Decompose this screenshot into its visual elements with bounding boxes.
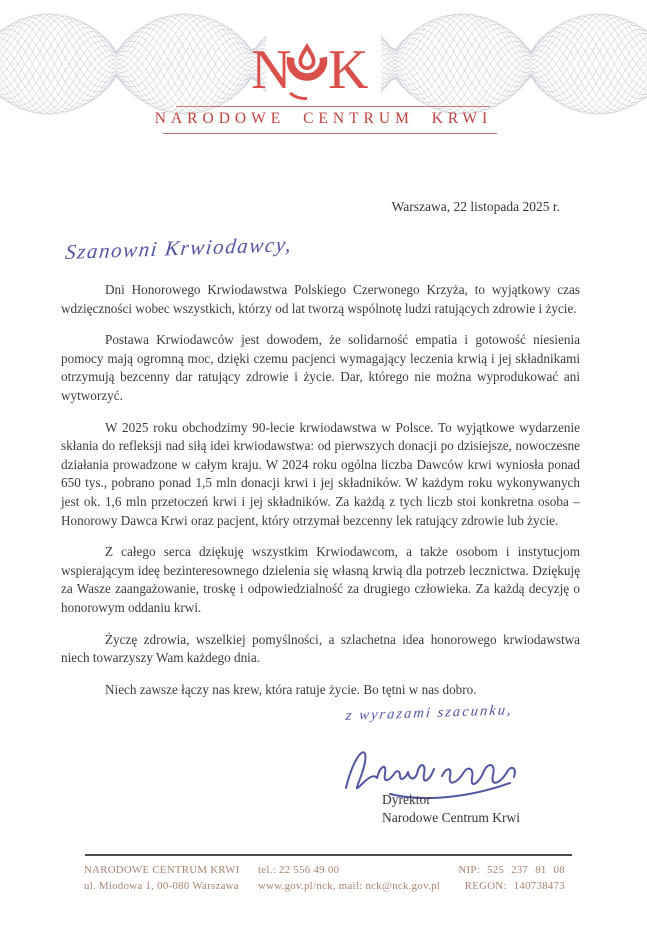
guilloche-pattern-right — [379, 8, 647, 120]
body-paragraph: Z całego serca dziękuję wszystkim Krwiodawcom, a także osobom i instytucjom wspierającym ideę bezinteresownego dzielenia się własną krwią dla potrzeb lecznictwa. Dziękuję za Wasze zaangażowanie, troskę i odpowiedzialność za drugiego człowieka. Za każdą decyzję o honorowym oddaniu krwi. — [61, 544, 580, 615]
footer-regon: REGON: 140738473 — [464, 880, 565, 892]
body-paragraph: Postawa Krwiodawców jest dowodem, że solidarność empatia i gotowość niesienia pomocy mają ogromną moc, dzięki czemu pacjenci wymagający leczenia krwią i jej składnikami otrzymują bezcenny dar ratujący zdrowie i życie. Dar, którego nie można wyprodukować ani wytworzyć. — [61, 332, 580, 403]
guilloche-pattern-left — [0, 8, 268, 120]
footer-contact — [258, 862, 440, 894]
footer-org-address — [84, 862, 240, 894]
logo-letter-k: K — [328, 39, 368, 100]
letter-body — [61, 281, 580, 712]
nck-logo — [250, 38, 368, 100]
signer-title: Dyrektor — [382, 792, 431, 807]
body-paragraph: Życzę zdrowia, wszelkiej pomyślności, a szlachetna idea honorowego krwiodawstwa niech towarzyszy Wam każdego dnia. — [61, 631, 580, 666]
handwritten-greeting: Szanowni Krwiodawcy, — [64, 232, 294, 265]
footer-org-name: NARODOWE CENTRUM KRWI — [84, 864, 240, 876]
logo-letter-n: N — [251, 39, 292, 100]
footer-address: ul. Miodowa 1, 00-080 Warszawa — [84, 880, 239, 892]
body-paragraph: Dni Honorowego Krwiodawstwa Polskiego Czerwonego Krzyża, to wyjątkowy czas wdzięczności wobec wszystkich, którzy od lat tworzą wspólnotę ludzi ratujących zdrowie i życie. — [61, 282, 580, 316]
body-paragraph: Niech zawsze łączy nas krew, która ratuje życie. Bo tętni w nas dobro. — [105, 681, 477, 697]
signer-block — [382, 791, 520, 826]
logo-c-tail — [290, 93, 307, 99]
title-rule-top — [176, 106, 490, 107]
body-paragraph: W 2025 roku obchodzimy 90-lecie krwiodawstwa w Polsce. To wyjątkowe wydarzenie skłania do refleksji nad siłą idei krwiodawstwa: od pierwszych donacji po dzisiejsze, nowoczesne działania prowadzone w całym kraju. W 2024 roku ogólna liczba Dawców krwi wyniosła ponad 650 tys., pobrano ponad 1,5 mln donacji krwi i jej składników. W każdym roku wykonywanych jest ok. 1,6 mln przetoczeń krwi i jej składników. Za każdą z tych liczb stoi konkretna osoba – Honorowy Dawca Krwi oraz pacjent, który otrzymał bezcenny lek ratujący zdrowie lub życie. — [61, 419, 580, 528]
footer-nip: NIP: 525 237 81 08 — [458, 864, 565, 876]
footer-phone: tel.: 22 556 49 00 — [258, 864, 340, 876]
city-date-line: Warszawa, 22 listopada 2025 r. — [391, 199, 560, 214]
handwritten-closing: z wyrazami szacunku, — [345, 702, 514, 725]
org-title: NARODOWE CENTRUM KRWI — [154, 110, 493, 127]
footer-registry — [430, 862, 565, 894]
signer-org: Narodowe Centrum Krwi — [382, 809, 520, 825]
footer-web-mail: www.gov.pl/nck, mail: nck@nck.gov.pl — [258, 880, 441, 892]
title-rule-bottom — [163, 133, 497, 134]
footer-rule — [85, 854, 572, 856]
